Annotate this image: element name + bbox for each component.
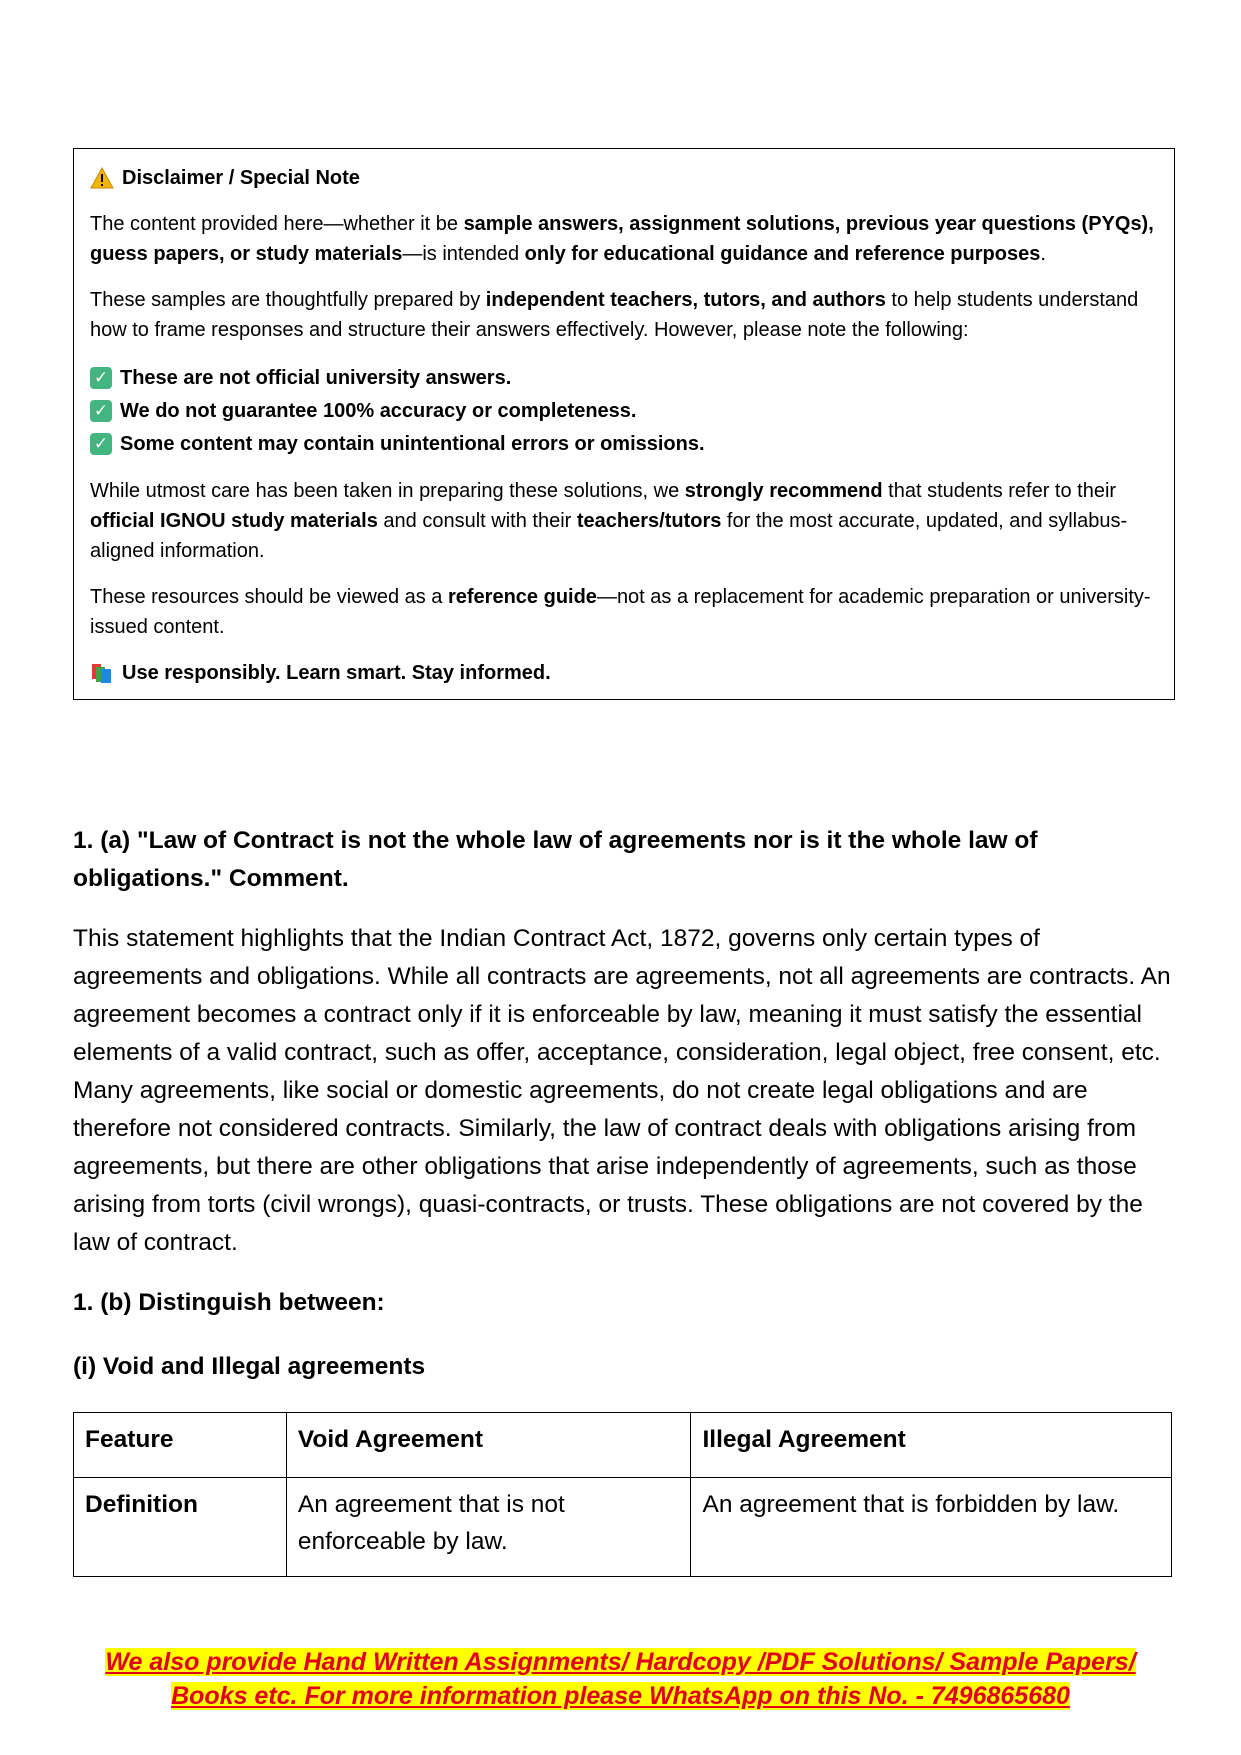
text-segment: for the most accurate, updated, and syllabus-aligned information. bbox=[90, 510, 1128, 562]
answer-content bbox=[73, 822, 1173, 1577]
bold-segment: official IGNOU study materials bbox=[90, 510, 378, 532]
text-segment: The content provided here—whether it be bbox=[90, 213, 464, 235]
disclaimer-para-2 bbox=[90, 285, 1158, 345]
question-heading: 1. (a) "Law of Contract is not the whole law of agreements nor is it the whole law of obligations." Comment. bbox=[73, 827, 1038, 892]
checklist-item bbox=[90, 394, 1158, 427]
part-b-heading: 1. (b) Distinguish between: bbox=[73, 1289, 385, 1316]
checklist-item bbox=[90, 427, 1158, 460]
text-segment: These resources should be viewed as a bbox=[90, 586, 448, 608]
disclaimer-footer bbox=[90, 658, 1158, 688]
bold-segment: sample answers, assignment solutions, previous year questions (PYQs), guess papers, or study materials bbox=[90, 213, 1154, 265]
check-icon: ✓ bbox=[90, 367, 112, 389]
disclaimer-box bbox=[73, 148, 1175, 700]
promo-banner bbox=[0, 1645, 1241, 1713]
bold-segment: reference guide bbox=[447, 586, 597, 608]
text-segment: —is intended bbox=[402, 243, 525, 265]
text-segment: and consult with their bbox=[377, 510, 577, 532]
promo-line-2: Books etc. For more information please WhatsApp on this No. - 7496865680 bbox=[171, 1682, 1070, 1710]
text-segment: to help students understand how to frame responses and structure their answers effectively. However, please note the following: bbox=[90, 289, 1139, 341]
disclaimer-title-text: Disclaimer / Special Note bbox=[122, 167, 360, 189]
table-header-cell: Void Agreement bbox=[286, 1413, 691, 1478]
table-header-row bbox=[74, 1413, 1172, 1478]
disclaimer-para-3 bbox=[90, 476, 1158, 566]
text-segment: . bbox=[1040, 243, 1046, 265]
checklist-item-text: Some content may contain unintentional errors or omissions. bbox=[120, 432, 705, 455]
table-header-cell: Feature bbox=[74, 1413, 287, 1478]
text-segment: that students refer to their bbox=[882, 480, 1117, 502]
sub-question-heading: (i) Void and Illegal agreements bbox=[73, 1353, 426, 1380]
disclaimer-para-1 bbox=[90, 209, 1158, 269]
disclaimer-title bbox=[90, 163, 1158, 193]
bold-segment: strongly recommend bbox=[684, 480, 883, 502]
text-segment: While utmost care has been taken in preparing these solutions, we bbox=[90, 480, 685, 502]
warning-icon bbox=[90, 167, 114, 189]
table-cell: An agreement that is forbidden by law. bbox=[691, 1478, 1172, 1577]
answer-paragraph: This statement highlights that the Indian Contract Act, 1872, governs only certain types of agreements and obligations. While all contracts are agreements, not all agreements are contracts. An agreement becomes a contract only if it is enforceable by law, meaning it must satisfy the essential elements of a valid contract, such as offer, acceptance, consideration, legal object, free consent, etc. Many agreements, like social or domestic agreements, do not create legal obligations and are therefore not considered contracts. Similarly, the law of contract deals with obligations arising from agreements, but there are other obligations that arise independently of agreements, such as those arising from torts (civil wrongs), quasi-contracts, or trusts. These obligations are not covered by the law of contract. bbox=[73, 925, 1171, 1256]
promo-line-1: We also provide Hand Written Assignments/ Hardcopy /PDF Solutions/ Sample Papers/ bbox=[105, 1648, 1136, 1676]
table-row bbox=[74, 1478, 1172, 1577]
bold-segment: independent teachers, tutors, and authors bbox=[485, 289, 886, 311]
bold-segment: only for educational guidance and reference purposes bbox=[524, 243, 1041, 265]
disclaimer-footer-text: Use responsibly. Learn smart. Stay informed. bbox=[122, 662, 551, 684]
checklist-item-text: These are not official university answers. bbox=[120, 366, 512, 389]
disclaimer-para-4 bbox=[90, 582, 1158, 642]
table-cell: Definition bbox=[74, 1478, 287, 1577]
check-icon: ✓ bbox=[90, 400, 112, 422]
table-header-cell: Illegal Agreement bbox=[691, 1413, 1172, 1478]
disclaimer-checklist bbox=[90, 361, 1158, 460]
text-segment: These samples are thoughtfully prepared by bbox=[90, 289, 486, 311]
table-cell: An agreement that is not enforceable by law. bbox=[286, 1478, 691, 1577]
check-icon: ✓ bbox=[90, 433, 112, 455]
bold-segment: teachers/tutors bbox=[576, 510, 722, 532]
books-icon bbox=[90, 662, 114, 684]
comparison-table bbox=[73, 1412, 1172, 1577]
checklist-item-text: We do not guarantee 100% accuracy or completeness. bbox=[120, 399, 637, 422]
checklist-item bbox=[90, 361, 1158, 394]
text-segment: —not as a replacement for academic preparation or university-issued content. bbox=[90, 586, 1151, 638]
